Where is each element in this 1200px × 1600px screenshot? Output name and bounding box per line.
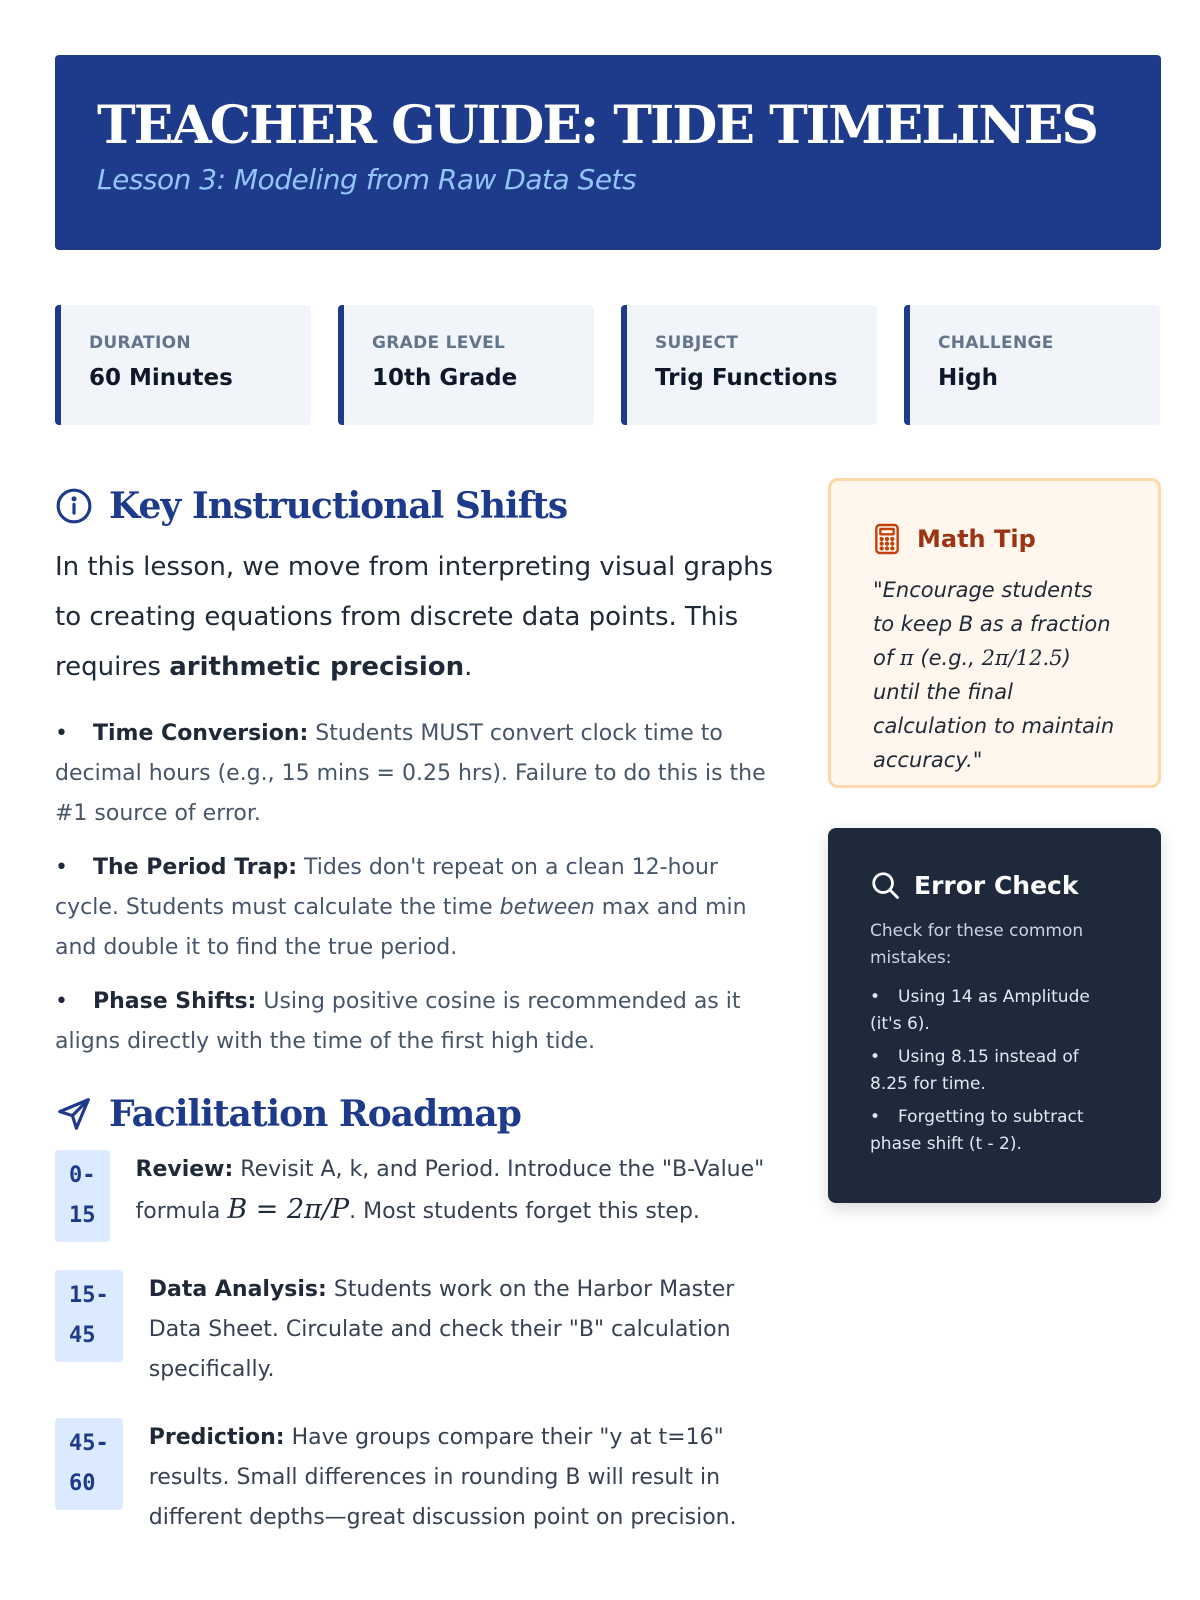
intro-text: In this lesson, we move from interpreting visual graphs to creating equations from discrete data points. This requires <box>55 552 774 682</box>
item-text: Using 14 as Amplitude (it's 6). <box>870 987 1090 1034</box>
shifts-list <box>55 714 775 1062</box>
step-body: Revisit A, k, and Period. Introduce the "B-Value" formula <box>135 1157 765 1224</box>
shifts-section-header <box>55 480 775 532</box>
roadmap-section-header <box>55 1088 775 1140</box>
quote-text: ) until the final calculation to maintain accuracy." <box>873 646 1115 772</box>
item-bold: Phase Shifts: <box>93 989 257 1014</box>
page-subtitle: Lesson 3: Modeling from Raw Data Sets <box>97 163 637 196</box>
roadmap-step <box>55 1150 775 1242</box>
roadmap-heading: Facilitation Roadmap <box>109 1093 521 1135</box>
list-item <box>55 848 775 968</box>
bullet-dot: • <box>870 987 881 1007</box>
stat-value: 60 Minutes <box>89 365 233 391</box>
main-column <box>55 480 775 1566</box>
item-text: Forgetting to subtract phase shift (t - 2). <box>870 1107 1084 1154</box>
stat-duration <box>55 305 311 425</box>
error-check-card <box>828 828 1161 1203</box>
stat-label: CHALLENGE <box>938 333 1054 353</box>
step-text <box>149 1270 775 1390</box>
stat-value: 10th Grade <box>372 365 518 391</box>
item-text: Tides don't repeat on a clean 12-hour cycle. Students must calculate the time <box>55 855 718 920</box>
bullet-dot: • <box>870 1047 881 1067</box>
stat-grade-level <box>338 305 594 425</box>
item-text: Using 8.15 instead of 8.25 for time. <box>870 1047 1079 1094</box>
stat-value: Trig Functions <box>655 365 838 391</box>
time-badge: 15- 45 <box>55 1270 123 1362</box>
info-icon <box>55 487 93 525</box>
roadmap-section <box>55 1088 775 1538</box>
bullet-dot: • <box>55 721 68 746</box>
error-check-list <box>870 984 1119 1158</box>
send-icon <box>55 1095 93 1133</box>
calculator-icon <box>873 523 901 555</box>
intro-end: . <box>464 652 473 682</box>
step-body: . Most students forget this step. <box>349 1199 700 1224</box>
step-body: Students work on the Harbor Master Data Sheet. Circulate and check their "B" calculation specifically. <box>148 1277 735 1382</box>
math-tip-quote <box>873 573 1116 777</box>
step-bold: Data Analysis: <box>148 1277 327 1302</box>
quote-math: π <box>899 646 914 670</box>
list-item <box>870 984 1119 1038</box>
time-badge: 45- 60 <box>55 1418 123 1510</box>
stat-label: DURATION <box>89 333 191 353</box>
header-banner <box>55 55 1161 250</box>
stat-label: SUBJECT <box>655 333 739 353</box>
intro-bold: arithmetic precision <box>169 652 465 682</box>
item-text: Using positive cosine is recommended as it aligns directly with the time of the first high tide. <box>55 989 741 1054</box>
roadmap-step <box>55 1270 775 1390</box>
roadmap-step <box>55 1418 775 1538</box>
quote-text: (e.g., <box>913 646 982 670</box>
step-body: Have groups compare their "y at t=16" results. Small differences in rounding B will result in different depths—great discussion point on precision. <box>148 1425 737 1530</box>
math-tip-header <box>873 523 1116 555</box>
quote-math: 2π/12.5 <box>981 646 1063 670</box>
item-bold: The Period Trap: <box>93 855 298 880</box>
error-check-title: Error Check <box>914 870 1079 900</box>
item-text: Students MUST convert clock time to decimal hours (e.g., 15 mins = 0.25 hrs). Failure to do this is the #1 source of error. <box>55 721 766 826</box>
shifts-heading: Key Instructional Shifts <box>109 485 568 527</box>
bullet-dot: • <box>55 989 68 1014</box>
bullet-dot: • <box>870 1107 881 1127</box>
stats-row <box>55 305 1161 425</box>
search-icon <box>870 870 900 900</box>
step-bold: Review: <box>135 1157 234 1182</box>
error-check-header <box>870 870 1119 900</box>
step-text <box>136 1150 776 1232</box>
quote-text: "Encourage students to keep B as a fraction of <box>873 578 1111 670</box>
error-check-intro: Check for these common mistakes: <box>870 921 1084 968</box>
time-badge: 0- 15 <box>55 1150 110 1242</box>
list-item <box>55 982 775 1062</box>
item-italic: between <box>499 895 595 920</box>
step-text <box>149 1418 775 1538</box>
page-title: TEACHER GUIDE: TIDE TIMELINES <box>97 95 1097 156</box>
list-item <box>870 1044 1119 1098</box>
stat-label: GRADE LEVEL <box>372 333 506 353</box>
stat-value: High <box>938 365 998 391</box>
item-text: max and min and double it to find the true period. <box>55 895 747 960</box>
list-item <box>55 714 775 834</box>
item-bold: Time Conversion: <box>93 721 309 746</box>
math-tip-card <box>828 478 1161 788</box>
list-item <box>870 1104 1119 1158</box>
bullet-dot: • <box>55 855 68 880</box>
step-formula: B = 2π/P <box>227 1194 350 1225</box>
step-bold: Prediction: <box>148 1425 285 1450</box>
math-tip-title: Math Tip <box>917 525 1036 553</box>
stat-subject <box>621 305 877 425</box>
stat-challenge <box>904 305 1160 425</box>
shifts-intro <box>55 542 775 692</box>
